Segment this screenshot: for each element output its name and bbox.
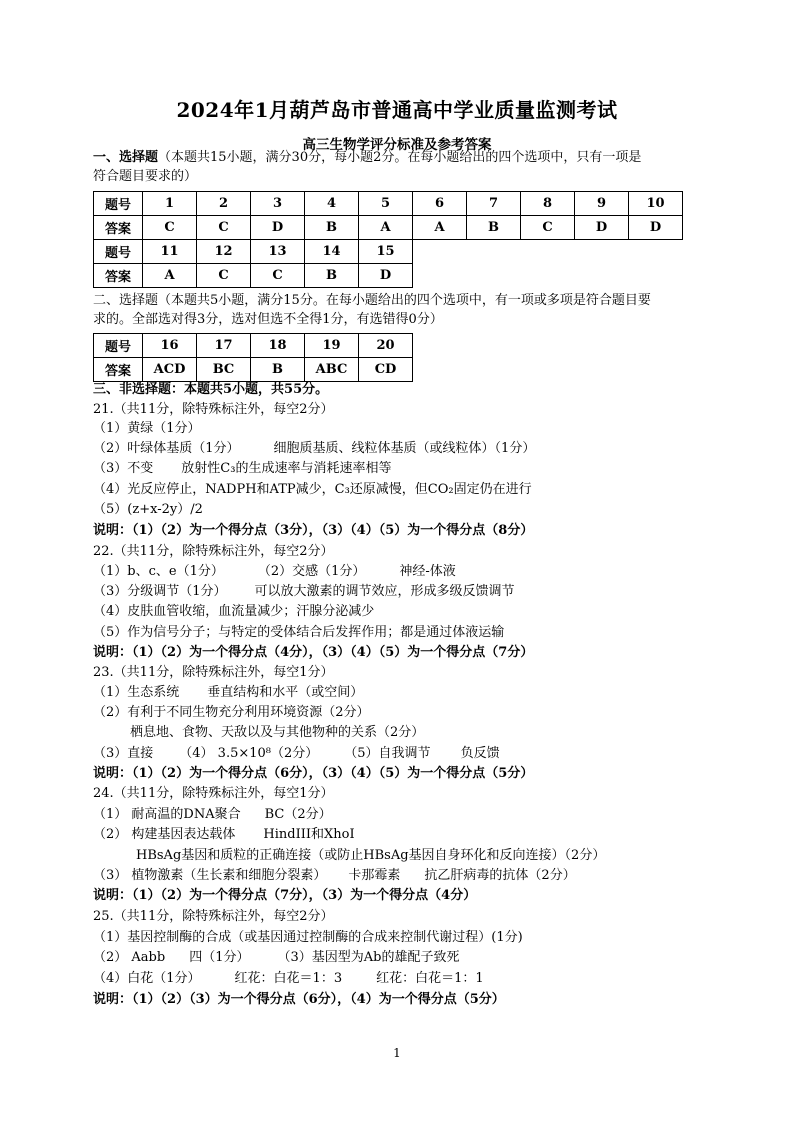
answer-cell: C xyxy=(521,216,575,240)
answer-cell: C xyxy=(251,264,305,288)
question-number: 14 xyxy=(305,240,359,264)
q23-line2: （2）有利于不同生物充分利用环境资源（2分） xyxy=(93,705,370,720)
q21-line3-a: （3）不变 xyxy=(93,461,154,476)
answer-cell: BC xyxy=(197,358,251,382)
answer-cell: D xyxy=(575,216,629,240)
question-number: 15 xyxy=(359,240,413,264)
question-number: 1 xyxy=(143,192,197,216)
q22-line3 xyxy=(93,583,515,601)
q22-line3-a: （3）分级调节（1分） xyxy=(93,584,227,599)
q21-line4: （4）光反应停止，NADPH和ATP减少，C₃还原减慢，但CO₂固定仍在进行 xyxy=(93,482,532,497)
table-row xyxy=(94,264,683,288)
row-label-answer: 答案 xyxy=(94,358,143,382)
answer-table-1 xyxy=(93,191,683,288)
answer-cell: C xyxy=(143,216,197,240)
q24-line1-a: （1） 耐高温的DNA聚合 xyxy=(93,807,241,822)
row-label-answer: 答案 xyxy=(94,216,143,240)
question-number: 6 xyxy=(413,192,467,216)
q25-line4-a: （4）白花（1分） xyxy=(93,971,201,986)
q21-head: 21.（共11分，除特殊标注外，每空2分） xyxy=(93,402,334,417)
q25-line1: （1）基因控制酶的合成（或基因通过控制酶的合成来控制代谢过程）(1分) xyxy=(93,930,523,945)
q25-line2-a: （2） Aabb xyxy=(93,950,166,965)
q23-line3-d: 负反馈 xyxy=(460,746,500,761)
section2-desc-line1 xyxy=(93,292,651,310)
question-number: 16 xyxy=(143,334,197,358)
q21-line1: （1）黄绿（1分） xyxy=(93,421,201,436)
q25-line4 xyxy=(93,970,484,988)
table-row xyxy=(94,216,683,240)
question-number: 17 xyxy=(197,334,251,358)
section1-heading: 一、选择题 xyxy=(93,150,159,165)
q24-line2-a: （2） 构建基因表达载体 xyxy=(93,827,236,842)
question-number: 13 xyxy=(251,240,305,264)
answer-cell: B xyxy=(467,216,521,240)
q21-line3 xyxy=(93,460,391,478)
q21-note: 说明：（1）（2）为一个得分点（3分），（3）（4）（5）为一个得分点（8分） xyxy=(93,523,534,538)
answer-cell: D xyxy=(251,216,305,240)
section1-desc-line1 xyxy=(93,149,641,167)
question-number: 20 xyxy=(359,334,413,358)
question-number: 2 xyxy=(197,192,251,216)
q21-line2-a: （2）叶绿体基质（1分） xyxy=(93,441,240,456)
q23-line1-b: 垂直结构和水平（或空间） xyxy=(207,685,364,700)
q24-line3-b: 卡那霉素 xyxy=(348,868,401,883)
q24-line2-b: HindIII和XhoI xyxy=(263,827,355,842)
q24-line3-c: 抗乙肝病毒的抗体（2分） xyxy=(424,868,576,883)
q24-line2c: HBsAg基因和质粒的正确连接（或防止HBsAg基因自身环化和反向连接）（2分） xyxy=(136,848,606,863)
q23-line2b: 栖息地、食物、天敌以及与其他物种的关系（2分） xyxy=(130,725,425,740)
q23-line3-a: （3）直接 xyxy=(93,746,154,761)
section2-desc-line2: 求的。全部选对得3分，选对但选不全得1分，有选错得0分） xyxy=(93,312,443,327)
row-label-question: 题号 xyxy=(94,240,143,264)
q22-line4: （4）皮肤血管收缩，血流量减少；汗腺分泌减少 xyxy=(93,604,375,619)
answer-cell: CD xyxy=(359,358,413,382)
q24-line3-a: （3） 植物激素（生长素和细胞分裂素） xyxy=(93,868,327,883)
q22-note: 说明：（1）（2）为一个得分点（4分），（3）（4）（5）为一个得分点（7分） xyxy=(93,645,534,660)
answer-cell: D xyxy=(359,264,413,288)
q21-line3-b: 放射性C₃的生成速率与消耗速率相等 xyxy=(181,461,392,476)
q23-head: 23.（共11分，除特殊标注外，每空1分） xyxy=(93,665,334,680)
q22-line1-a: （1）b、c、e（1分） xyxy=(93,564,224,579)
question-number: 7 xyxy=(467,192,521,216)
q25-line2-c: （3）基因型为Ab的雄配子致死 xyxy=(277,950,460,965)
row-label-answer: 答案 xyxy=(94,264,143,288)
q23-note: 说明：（1）（2）为一个得分点（6分），（3）（4）（5）为一个得分点（5分） xyxy=(93,766,534,781)
question-number: 4 xyxy=(305,192,359,216)
answer-cell: D xyxy=(629,216,683,240)
q23-line1-a: （1）生态系统 xyxy=(93,685,180,700)
question-number: 10 xyxy=(629,192,683,216)
section1-desc-line2: 符合题目要求的） xyxy=(93,169,198,184)
answer-cell: C xyxy=(197,264,251,288)
question-number: 3 xyxy=(251,192,305,216)
q25-head: 25.（共11分，除特殊标注外，每空2分） xyxy=(93,909,334,924)
section1-desc-a: （本题共15小题，满分30分，每小题2分。在每小题给出的四个选项中，只有一项是 xyxy=(158,150,642,165)
q24-head: 24.（共11分，除特殊标注外，每空1分） xyxy=(93,786,334,801)
table-row xyxy=(94,358,413,382)
table-row xyxy=(94,240,683,264)
question-number: 11 xyxy=(143,240,197,264)
answer-cell: ACD xyxy=(143,358,197,382)
q22-line3-b: 可以放大激素的调节效应，形成多级反馈调节 xyxy=(254,584,515,599)
q21-line5: （5）(z+x-2y）/2 xyxy=(93,502,203,517)
answer-cell: C xyxy=(197,216,251,240)
q23-line3-b: （4） 3.5×10⁸（2分） xyxy=(179,746,319,761)
q25-line4-b: 红花：白花＝1：3 xyxy=(234,971,343,986)
page-title: 2024年1月葫芦岛市普通高中学业质量监测考试 xyxy=(176,98,618,122)
q24-line2 xyxy=(93,826,355,844)
answer-cell: ABC xyxy=(305,358,359,382)
answer-cell: B xyxy=(305,264,359,288)
answer-cell: A xyxy=(143,264,197,288)
row-label-question: 题号 xyxy=(94,334,143,358)
question-number: 12 xyxy=(197,240,251,264)
section3-heading: 三、非选择题：本题共5小题，共55分。 xyxy=(93,382,329,397)
answer-cell: A xyxy=(359,216,413,240)
q22-line1 xyxy=(93,563,456,581)
q21-line2 xyxy=(93,440,535,458)
answer-cell: B xyxy=(305,216,359,240)
q25-note: 说明：（1）（2）（3）为一个得分点（6分），（4）为一个得分点（5分） xyxy=(93,992,505,1007)
q24-note: 说明：（1）（2）为一个得分点（7分），（3）为一个得分点（4分） xyxy=(93,888,477,903)
q23-line3-c: （5）自我调节 xyxy=(344,746,431,761)
q24-line3 xyxy=(93,867,576,885)
q25-line4-c: 红花：白花＝1：1 xyxy=(376,971,484,986)
row-label-question: 题号 xyxy=(94,192,143,216)
q25-line2-b: 四（1分） xyxy=(189,950,250,965)
question-number: 18 xyxy=(251,334,305,358)
page-subtitle: 高三生物学评分标准及参考答案 xyxy=(302,137,492,153)
q23-line3 xyxy=(93,745,500,763)
q22-line1-b: （2）交感（1分） xyxy=(257,564,366,579)
answer-cell: B xyxy=(251,358,305,382)
q22-head: 22.（共11分，除特殊标注外，每空2分） xyxy=(93,544,334,559)
q25-line2 xyxy=(93,949,459,967)
table-row xyxy=(94,334,413,358)
page-number: 1 xyxy=(393,1046,401,1060)
question-number: 8 xyxy=(521,192,575,216)
q24-line1-b: BC（2分） xyxy=(264,807,332,822)
question-number: 5 xyxy=(359,192,413,216)
answer-cell: A xyxy=(413,216,467,240)
section2-desc-a: （本题共5小题，满分15分。在每小题给出的四个选项中，有一项或多项是符合题目要 xyxy=(158,293,651,308)
table-row xyxy=(94,192,683,216)
section2-heading: 二、选择题 xyxy=(93,293,159,308)
question-number: 19 xyxy=(305,334,359,358)
q21-line2-b: 细胞质基质、线粒体基质（或线粒体）（1分） xyxy=(273,441,536,456)
q24-line1 xyxy=(93,806,332,824)
q23-line1 xyxy=(93,684,363,702)
answer-table-2 xyxy=(93,333,413,382)
q22-line1-c: 神经-体液 xyxy=(399,564,456,579)
question-number: 9 xyxy=(575,192,629,216)
q22-line5: （5）作为信号分子；与特定的受体结合后发挥作用；都是通过体液运输 xyxy=(93,625,505,640)
